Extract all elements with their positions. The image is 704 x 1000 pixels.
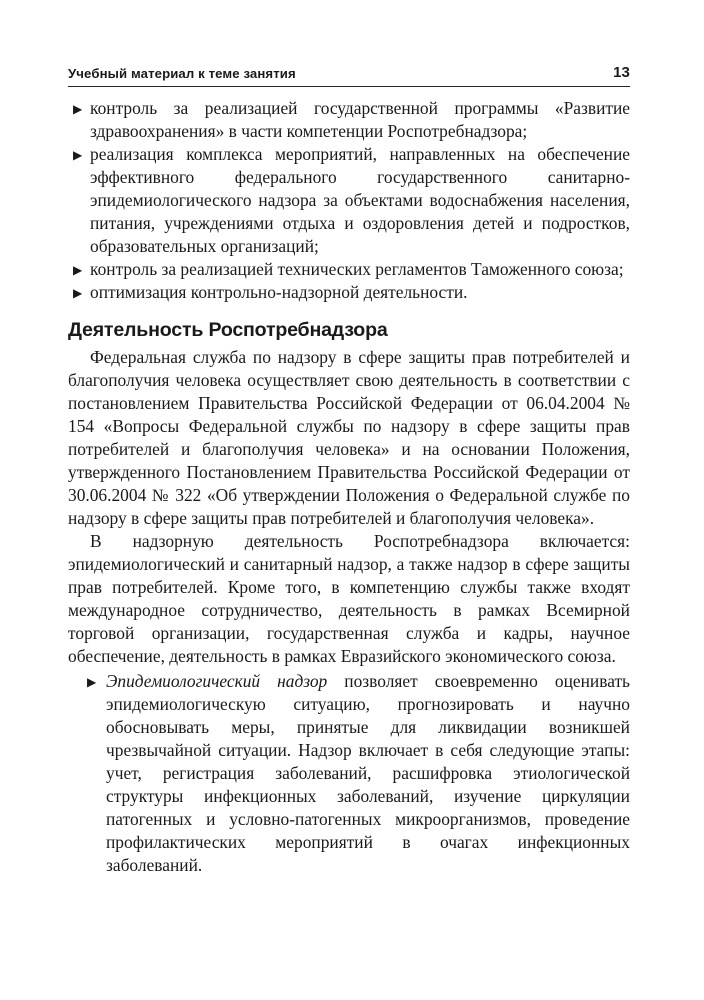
running-header — [68, 63, 630, 85]
list-item-text: позволяет своевременно оценивать эпидемиологическую ситуацию, прогнозировать и научно обосновывать меры, принятые для ликвидации возникшей чрезвычайной ситуации. Надзор включает в себя следующие этапы: учет, регистрация заболеваний, расшифровка этиологической структуры инфекционных заболеваний, изучение циркуляции патогенных и условно-патогенных микроорганизмов, проведение профилактических мероприятий в очагах инфекционных заболеваний. — [106, 671, 630, 875]
list-item — [68, 281, 630, 304]
list-item-text: контроль за реализацией государственной программы «Развитие здравоохранения» в части компетенции Роспотребнадзора; — [90, 98, 630, 141]
body-text — [68, 97, 630, 877]
bullet-triangle-icon: ▶ — [73, 286, 83, 300]
inner-bullet-list — [68, 670, 630, 877]
bullet-triangle-icon: ▶ — [73, 148, 83, 162]
list-item — [68, 258, 630, 281]
list-item — [84, 670, 630, 877]
header-rule — [68, 86, 630, 87]
term-italic: Эпидемиологический надзор — [106, 671, 328, 691]
paragraph: В надзорную деятельность Роспотребнадзора включается: эпидемиологический и санитарный надзор, а также надзор в сфере защиты прав потребителей. Кроме того, в компетенцию службы также входят международное сотрудничество, деятельность в рамках Всемирной торговой организации, государственная служба и кадры, научное обеспечение, деятельность в рамках Евразийского экономического союза. — [68, 531, 630, 666]
bullet-triangle-icon: ▶ — [87, 675, 97, 689]
list-item-text: контроль за реализацией технических регламентов Таможенного союза; — [90, 259, 624, 279]
list-item — [68, 143, 630, 258]
list-item-text: оптимизация контрольно-надзорной деятельности. — [90, 282, 468, 302]
section-heading: Деятельность Роспотребнадзора — [68, 319, 388, 341]
bullet-triangle-icon: ▶ — [73, 263, 83, 277]
page-number: 13 — [613, 64, 630, 81]
list-item-text: реализация комплекса мероприятий, направленных на обеспечение эффективного федерального государственного санитарно-эпидемиологического надзора за объектами водоснабжения населения, питания, учреждениями отдыха и оздоровления детей и подростков, образовательных организаций; — [90, 144, 630, 256]
bullet-triangle-icon: ▶ — [73, 102, 83, 116]
list-item — [68, 97, 630, 143]
paragraph: Федеральная служба по надзору в сфере защиты прав потребителей и благополучия человека осуществляет свою деятельность в соответствии с постановлением Правительства Российской Федерации от 06.04.2004 № 154 «Вопросы Федеральной службы по надзору в сфере защиты прав потребителей и благополучия человека» и на основании Положения, утвержденного Постановлением Правительства Российской Федерации от 30.06.2004 № 322 «Об утверждении Положения о Федеральной службе по надзору в сфере защиты прав потребителей и благополучия человека». — [68, 347, 630, 528]
top-bullet-list — [68, 97, 630, 304]
running-header-title: Учебный материал к теме занятия — [68, 66, 296, 81]
